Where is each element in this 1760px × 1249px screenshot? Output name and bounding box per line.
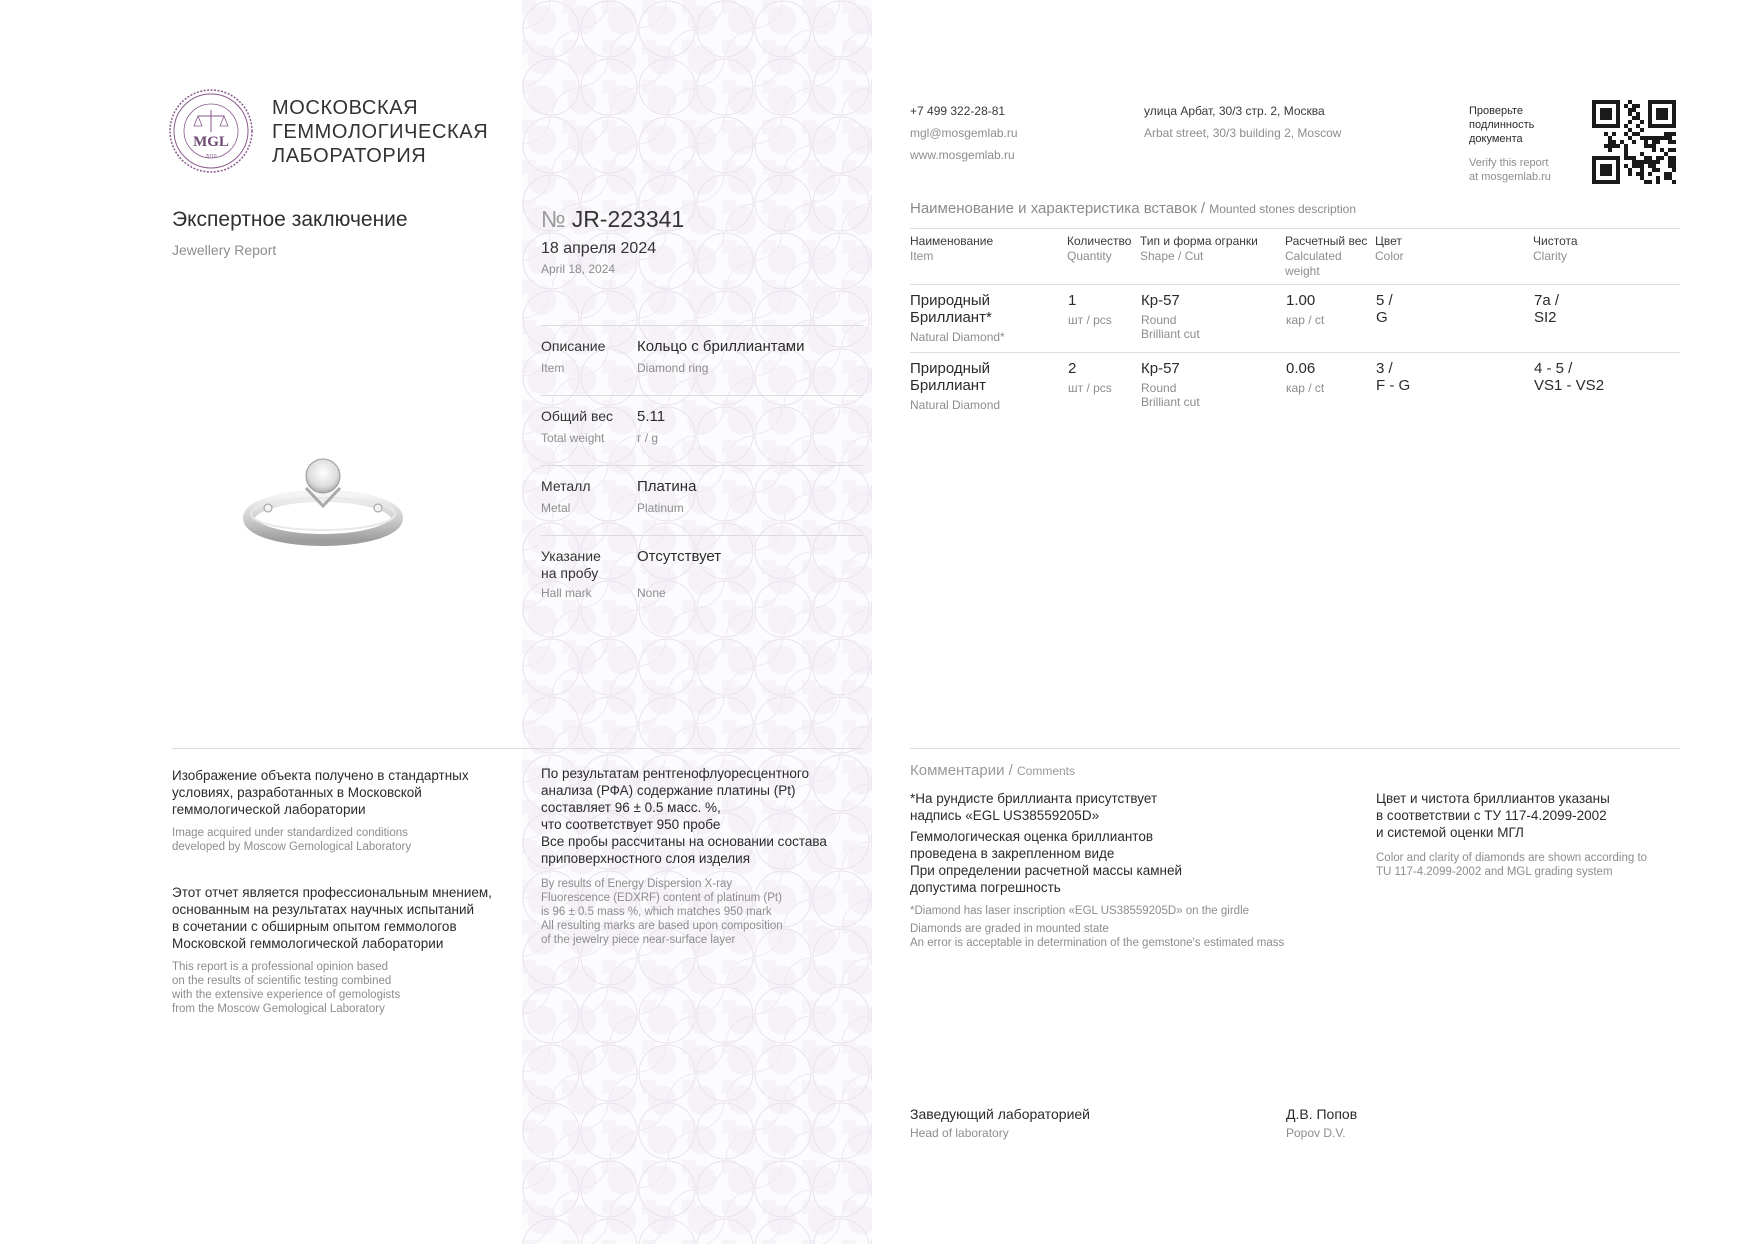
report-date-en: April 18, 2024: [541, 262, 616, 276]
row2-weight-unit: кар / ct: [1286, 381, 1325, 395]
comment-right-ru-2: в соответствии с ТУ 117-4.2099-2002: [1376, 808, 1607, 823]
stones-title-en: Mounted stones description: [1209, 202, 1357, 216]
row2-name-en: Natural Diamond: [910, 398, 1001, 412]
comments-title: [910, 762, 1075, 779]
comments-left-en-b: [910, 922, 1360, 950]
row1-clarity-en: SI2: [1534, 309, 1557, 326]
row1-name: [910, 292, 992, 326]
hallmark-value-en: None: [637, 586, 666, 600]
image-note-en-1: Image acquired under standardized conditions: [172, 827, 408, 839]
desc-metal: [541, 465, 863, 536]
row1-cut-en-2: Brilliant cut: [1141, 327, 1200, 341]
comment-en-b1: Diamonds are graded in mounted state: [910, 923, 1109, 935]
hallmark-label-line2: на пробу: [541, 565, 599, 581]
comments-title-ru: Комментарии /: [910, 762, 1013, 779]
image-note-en-2: developed by Moscow Gemological Laboratory: [172, 841, 412, 853]
row2-cut-en: [1141, 381, 1200, 409]
xray-note-ru: [541, 765, 861, 867]
comment-ru-b1: Геммологическая оценка бриллиантов: [910, 829, 1154, 844]
col-header-qty: [1067, 234, 1131, 264]
opinion-ru-3: в сочетании с обширным опытом геммологов: [172, 919, 457, 934]
row2-clarity-ru: 4 - 5 /: [1534, 360, 1573, 377]
col-header-color: [1375, 234, 1404, 264]
comment-ru-a2: надпись «EGL US38559205D»: [910, 808, 1100, 823]
col-header-cut: [1140, 234, 1258, 264]
col-clarity-ru: Чистота: [1533, 234, 1578, 248]
opinion-en-4: from the Moscow Gemological Laboratory: [172, 1003, 385, 1015]
row2-cut-en-2: Brilliant cut: [1141, 395, 1200, 409]
xray-en-2: Fluorescence (EDXRF) content of platinum (Pt): [541, 892, 782, 904]
image-note-ru: [172, 767, 512, 818]
row2-cut: Кр-57: [1141, 360, 1180, 377]
row1-clarity: [1534, 292, 1559, 326]
opinion-en-1: This report is a professional opinion based: [172, 961, 389, 973]
col-header-item: [910, 234, 993, 264]
metal-label: Металл: [541, 478, 591, 494]
image-note: [172, 767, 512, 854]
number-prefix: №: [541, 206, 566, 232]
row2-clarity-en: VS1 - VS2: [1534, 377, 1605, 394]
opinion-ru-2: основанным на результатах научных испытаний: [172, 902, 475, 917]
mgl-seal-logo: [168, 88, 254, 174]
comment-ru-a1: *На рундисте бриллианта присутствует: [910, 791, 1158, 806]
org-line-1: МОСКОВСКАЯ: [272, 97, 419, 119]
image-note-ru-2: условиях, разработанных в Московской: [172, 785, 422, 800]
desc-hallmark: [541, 535, 863, 606]
comments-right: [1376, 790, 1676, 879]
comments-left-en-a: [910, 904, 1360, 918]
col-weight-en-2: weight: [1285, 264, 1320, 278]
image-note-ru-1: Изображение объекта получено в стандартных: [172, 768, 469, 783]
verify-ru-2: подлинность: [1469, 119, 1535, 131]
xray-en-3: is 96 ± 0.5 mass %, which matches 950 mark: [541, 906, 772, 918]
signature-name-ru: Д.В. Попов: [1286, 1106, 1358, 1122]
organization-name: [272, 96, 488, 168]
comments-right-ru: [1376, 790, 1676, 841]
opinion-ru-4: Московской геммологической лаборатории: [172, 936, 444, 951]
row1-cut-en-1: Round: [1141, 313, 1177, 327]
signature-role-en: Head of laboratory: [910, 1126, 1009, 1140]
address-en: Arbat street, 30/3 building 2, Moscow: [1144, 126, 1342, 140]
col-color-en: Color: [1375, 249, 1404, 263]
signature-role-ru: Заведующий лабораторией: [910, 1106, 1090, 1122]
org-line-3: ЛАБОРАТОРИЯ: [272, 145, 427, 167]
stones-section-title: [910, 200, 1356, 217]
col-qty-en: Quantity: [1067, 249, 1112, 263]
address-column: [1144, 100, 1341, 144]
weight-label-en: Total weight: [541, 431, 605, 445]
col-cut-ru: Тип и форма огранки: [1140, 234, 1258, 248]
col-item-en: Item: [910, 249, 934, 263]
bottom-divider-right: [910, 748, 1680, 749]
metal-value-en: Platinum: [637, 501, 684, 515]
xray-ru-2: анализа (РФА) содержание платины (Pt): [541, 783, 796, 798]
stones-title-ru: Наименование и характеристика вставок /: [910, 200, 1206, 217]
hallmark-label: [541, 548, 601, 582]
comment-ru-b3: При определении расчетной массы камней: [910, 863, 1183, 878]
row2-weight: 0.06: [1286, 360, 1316, 377]
row1-name-line2: Бриллиант*: [910, 309, 992, 326]
col-weight-ru: Расчетный вес: [1285, 234, 1368, 248]
report-number: [541, 206, 684, 233]
seal-year: 2010: [205, 154, 217, 160]
opinion-ru-1: Этот отчет является профессиональным мнением,: [172, 885, 492, 900]
row2-qty-unit: шт / pcs: [1068, 381, 1112, 395]
image-note-ru-3: геммологической лаборатории: [172, 802, 366, 817]
xray-ru-3: составляет 96 ± 0.5 масс. %,: [541, 800, 721, 815]
xray-en-5: of the jewelry piece near-surface layer: [541, 934, 736, 946]
desc-weight: [541, 395, 863, 466]
row2-name-line1: Природный: [910, 360, 991, 377]
row1-name-en: Natural Diamond*: [910, 330, 1005, 344]
bottom-divider-left: [172, 748, 862, 749]
row2-name-line2: Бриллиант: [910, 377, 986, 394]
ring-photo: [238, 448, 408, 548]
comments-title-en: Comments: [1016, 764, 1075, 778]
row2-name: [910, 360, 990, 394]
org-line-2: ГЕММОЛОГИЧЕСКАЯ: [272, 121, 489, 143]
col-item-ru: Наименование: [910, 234, 994, 248]
row1-qty-unit: шт / pcs: [1068, 313, 1112, 327]
security-pattern-band: [522, 0, 872, 1244]
contact-column: [910, 100, 1018, 166]
row2-color-ru: 3 /: [1376, 360, 1393, 377]
row2-clarity: [1534, 360, 1604, 394]
row2-qty: 2: [1068, 360, 1077, 377]
opinion-note-en: [172, 960, 512, 1016]
opinion-en-2: on the results of scientific testing combined: [172, 975, 392, 987]
phone-number: +7 499 322-28-81: [910, 104, 1006, 118]
weight-label: Общий вес: [541, 408, 614, 424]
table-row-rule-2: [910, 352, 1680, 353]
number-value: JR-223341: [571, 206, 685, 232]
signature-name: [1286, 1106, 1357, 1140]
comment-en-b2: An error is acceptable in determination of the gemstone's estimated mass: [910, 937, 1285, 949]
desc-item: [541, 325, 863, 396]
comment-right-en-2: TU 117-4.2099-2002 and MGL grading system: [1376, 866, 1613, 878]
row2-color: [1376, 360, 1410, 394]
col-cut-en: Shape / Cut: [1140, 249, 1204, 263]
verify-en-2: at mosgemlab.ru: [1469, 171, 1551, 183]
row1-weight: 1.00: [1286, 292, 1316, 309]
verify-en-1: Verify this report: [1469, 157, 1549, 169]
comment-en-a1: *Diamond has laser inscription «EGL US38559205D» on the girdle: [910, 905, 1250, 917]
report-title: Экспертное заключение: [172, 208, 408, 231]
col-color-ru: Цвет: [1375, 234, 1402, 248]
opinion-note-ru: [172, 884, 512, 952]
opinion-en-3: with the extensive experience of gemologists: [172, 989, 401, 1001]
row1-cut: Кр-57: [1141, 292, 1180, 309]
hallmark-label-en: Hall mark: [541, 586, 592, 600]
xray-ru-6: приповерхностного слоя изделия: [541, 851, 751, 866]
comment-right-ru-3: и системой оценки МГЛ: [1376, 825, 1524, 840]
report-date: 18 апреля 2024: [541, 240, 657, 257]
comments-left-ru-a: [910, 790, 1360, 824]
signature-name-en: Popov D.V.: [1286, 1126, 1346, 1140]
address-ru: улица Арбат, 30/3 стр. 2, Москва: [1144, 104, 1325, 118]
xray-en-4: All resulting marks are based upon composition: [541, 920, 783, 932]
col-header-clarity: [1533, 234, 1578, 264]
comments-left: [910, 790, 1360, 950]
row1-qty: 1: [1068, 292, 1077, 309]
xray-ru-5: Все пробы рассчитаны на основании состава: [541, 834, 827, 849]
row1-name-line1: Природный: [910, 292, 991, 309]
item-label: Описание: [541, 338, 606, 354]
table-top-rule: [910, 228, 1680, 229]
image-note-en: [172, 826, 512, 854]
comments-right-en: [1376, 851, 1676, 879]
row1-color-en: G: [1376, 309, 1388, 326]
report-title-en: Jewellery Report: [172, 242, 277, 258]
seal-text: MGL: [193, 134, 229, 150]
comment-right-en-1: Color and clarity of diamonds are shown according to: [1376, 852, 1648, 864]
weight-value-en: г / g: [637, 431, 659, 445]
row1-cut-en: [1141, 313, 1200, 341]
row1-color: [1376, 292, 1393, 326]
comment-ru-b4: допустима погрешность: [910, 880, 1061, 895]
row2-color-en: F - G: [1376, 377, 1411, 394]
col-header-weight: [1285, 234, 1367, 279]
xray-note-en: [541, 877, 861, 947]
row1-color-ru: 5 /: [1376, 292, 1393, 309]
weight-value: 5.11: [637, 408, 666, 425]
verify-ru-3: документа: [1469, 133, 1523, 145]
email-link[interactable]: mgl@mosgemlab.ru: [910, 126, 1018, 140]
hallmark-value: Отсутствует: [637, 548, 722, 565]
hallmark-label-line1: Указание: [541, 548, 601, 564]
col-clarity-en: Clarity: [1533, 249, 1568, 263]
website-link[interactable]: www.mosgemlab.ru: [910, 148, 1015, 162]
col-qty-ru: Количество: [1067, 234, 1132, 248]
item-value-en: Diamond ring: [637, 361, 709, 375]
col-weight-en-1: Calculated: [1285, 249, 1342, 263]
xray-note: [541, 765, 861, 947]
xray-en-1: By results of Energy Dispersion X-ray: [541, 878, 733, 890]
qr-code[interactable]: [1592, 100, 1676, 184]
item-label-en: Item: [541, 361, 565, 375]
table-row-rule-1: [910, 284, 1680, 285]
opinion-note: [172, 884, 512, 1016]
row1-clarity-ru: 7а /: [1534, 292, 1560, 309]
comment-right-ru-1: Цвет и чистота бриллиантов указаны: [1376, 791, 1610, 806]
row1-weight-unit: кар / ct: [1286, 313, 1325, 327]
metal-value: Платина: [637, 478, 697, 495]
row2-cut-en-1: Round: [1141, 381, 1177, 395]
signature-role: [910, 1106, 1090, 1140]
verify-note: [1469, 104, 1551, 184]
metal-label-en: Metal: [541, 501, 571, 515]
comments-left-ru-b: [910, 828, 1360, 896]
xray-ru-1: По результатам рентгенофлуоресцентного: [541, 766, 809, 781]
comment-ru-b2: проведена в закрепленном виде: [910, 846, 1115, 861]
item-value: Кольцо с бриллиантами: [637, 338, 805, 355]
verify-ru-1: Проверьте: [1469, 105, 1524, 117]
xray-ru-4: что соответствует 950 пробе: [541, 817, 721, 832]
